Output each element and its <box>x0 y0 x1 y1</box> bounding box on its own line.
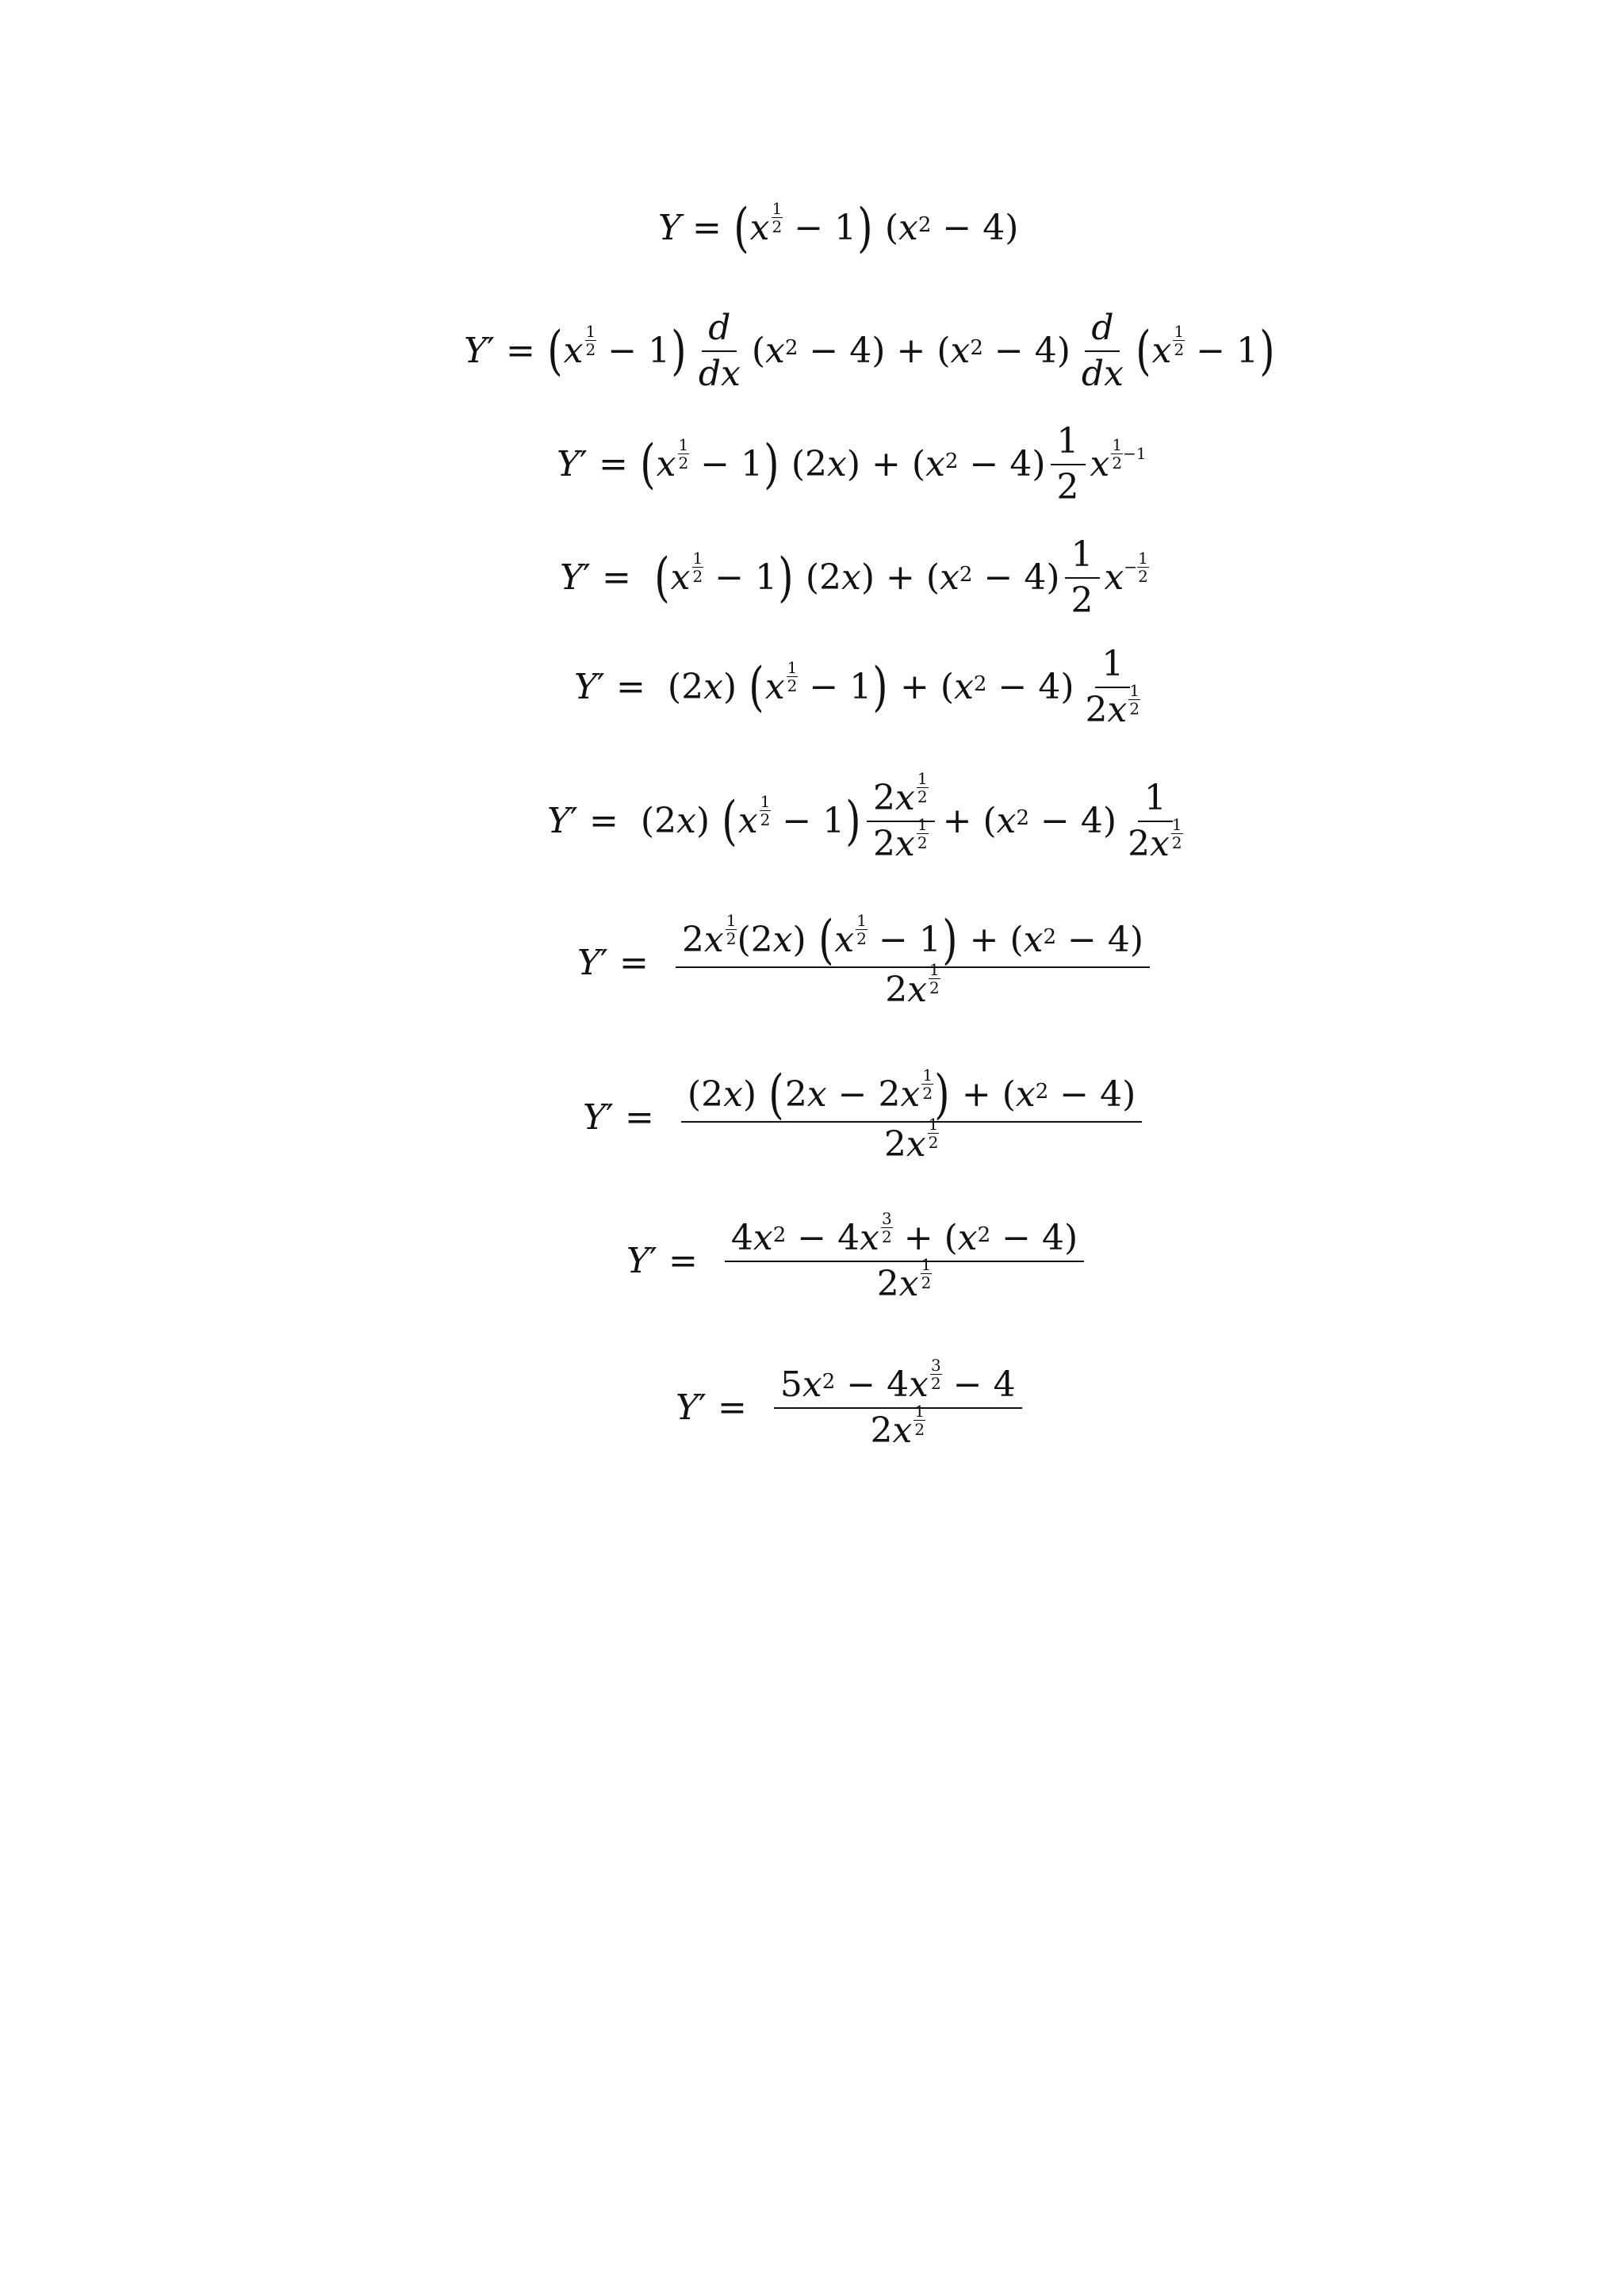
equation-step-4: Y ′ = ( x 1 2 − 1 ) (2 x ) + ( x 2 − 4) $\frac{1}{2}$ x − $\frac{1}{2}$ <box>560 534 1148 621</box>
equation-step-9: Y ′ = 4 x 2 − 4 x 3 2 + ( x 2 − 4) 2 x 1 2 <box>626 1221 1089 1302</box>
equation-step-6: Y ′ = (2 x ) ( x 1 2 − 1 ) 2 x 1 2 2 x 1 2 + ( x 2 − 4) 1 2 x 1 2 <box>547 768 1182 864</box>
equation-step-7: Y ′ = 2 x 1 2 (2 x ) ( x 1 2 − 1 ) + ( x 2 − 4) 2 x 1 2 <box>577 920 1155 1008</box>
equation-step-8: Y ′ = (2 x ) ( 2 x − 2 x 1 2 ) + ( x 2 − 4) 2 x 1 2 <box>583 1074 1147 1162</box>
equation-step-5: Y ′ = (2 x ) ( x 1 2 − 1 ) + ( x 2 − 4) 1 2 x 1 2 <box>574 644 1140 730</box>
equation-step-2: Y ′ = ( x 1 2 − 1 ) $\frac{d}{dx}$ ( x 2 − 4) + ( x 2 − 4) $\frac{d}{dx}$ ( x 1 2 − 1 ) <box>464 308 1275 394</box>
equation-step-3: Y ′ = ( x 1 2 − 1 ) (2 x ) + ( x 2 − 4) $\frac{1}{2}$ x 1 2 −1 <box>557 421 1147 507</box>
equation-step-10: Y ′ = 5 x 2 − 4 x 3 2 − 4 2 x 1 2 <box>676 1368 1027 1448</box>
equation-step-1: Y = ( x 1 2 − 1 ) ( x 2 − 4) <box>658 197 1019 258</box>
